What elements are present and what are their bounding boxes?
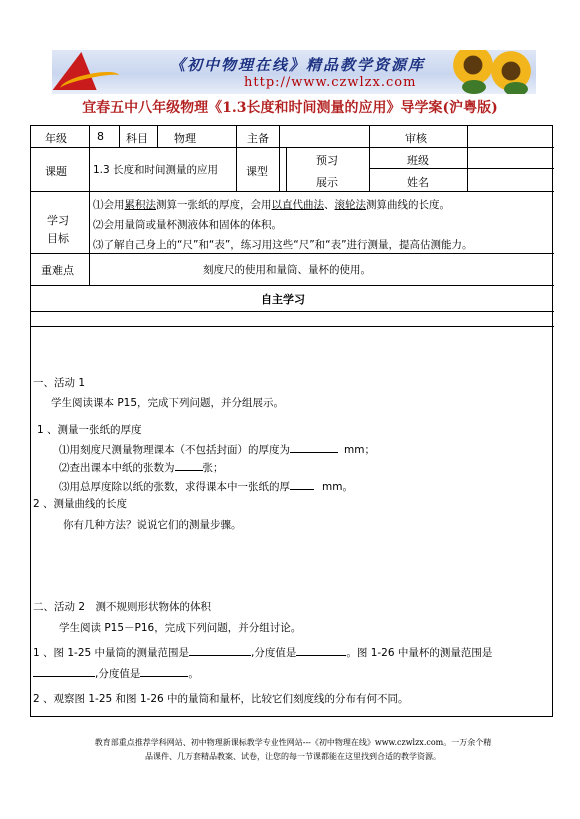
activity2-intro: 学生阅读 P15－P16，完成下列问题，并分组讨论。 [59,622,302,634]
class-label: 班级 [407,154,429,167]
banner-title: 《初中物理在线》精品教学资源库 [170,56,426,74]
goal-item-1: ⑴会用累积法测算一张纸的厚度，会用以直代曲法、滚轮法测算曲线的长度。 [93,199,450,211]
q1-title: 1 、测量一张纸的厚度 [37,424,142,436]
document-title: 宜春五中八年级物理《1.3长度和时间测量的应用》导学案(沪粤版) [82,100,498,116]
answer-blank[interactable] [140,666,188,677]
focus-value: 刻度尺的使用和量筒、量杯的使用。 [203,264,371,276]
name-label: 姓名 [407,176,429,189]
answer-blank[interactable] [296,645,346,656]
answer-blank[interactable] [189,645,251,656]
q1-part-c: ⑶用总厚度除以纸的张数，求得课本中一张纸的厚 mm。 [59,481,353,493]
leaf-icon [462,80,486,94]
footer-line-1: 教育部重点推荐学科网站、初中物理新课标教学专业性网站---《初中物理在线》www.czwlzx.com。一万余个精 [94,738,492,747]
topic-value: 1.3 长度和时间测量的应用 [93,164,219,176]
focus-label: 重难点 [41,264,74,277]
activity2-title: 二、活动 2 测不规则形状物体的体积 [33,601,212,613]
review-label: 审核 [405,132,427,145]
activity1-intro: 学生阅读课本 P15，完成下列问题，并分组展示。 [51,397,285,409]
topic-label: 课题 [45,165,67,178]
q1-part-b: ⑵查出课本中纸的张数为 张； [59,462,224,474]
goals-label-2: 目标 [47,232,69,245]
a2-q1-line1: 1 、图 1-25 中量筒的测量范围是 ,分度值是 。图 1-26 中量杯的测量范围是 [33,647,493,659]
subject-label: 科目 [126,132,148,145]
q2-prompt: 你有几种方法？说说它们的测量步骤。 [63,519,242,531]
leaf-icon [504,82,528,94]
goal-item-3: ⑶了解自己身上的“尺”和“表”，练习用这些“尺”和“表”进行测量，提高估测能力。 [93,239,473,251]
grade-value: 8 [97,130,104,143]
banner-url: http://www.czwlzx.com [244,75,417,90]
q1-part-a: ⑴用刻度尺测量物理课本（不包括封面）的厚度为 mm； [59,444,375,456]
page-footer [40,736,546,764]
worksheet-table [30,125,553,717]
a2-q1-line2: ,分度值是 。 [33,666,199,681]
answer-blank[interactable] [175,460,203,471]
q2-title: 2 、测量曲线的长度 [33,498,128,510]
goals-label-1: 学习 [47,214,69,227]
self-study-heading: 自主学习 [261,293,305,306]
footer-line-2: 品课件、几万套精品教案、试卷，让您的每一节课都能在这里找到合适的教学资源。 [145,752,441,761]
lesson-type-display: 展示 [316,176,338,189]
preparer-label: 主备 [247,132,269,145]
lesson-type-preview: 预习 [316,154,338,167]
a2-q2: 2 、观察图 1-25 和图 1-26 中的量筒和量杯，比较它们刻度线的分布有何不同。 [33,693,409,705]
subject-value: 物理 [174,132,196,145]
header-banner [52,50,536,94]
goal-item-2: ⑵会用量筒或量杯测液体和固体的体积。 [93,219,282,231]
answer-blank[interactable] [290,442,338,453]
grade-label: 年级 [45,132,67,145]
activity1-title: 一、活动 1 [33,377,86,389]
answer-blank[interactable] [33,666,95,677]
answer-blank[interactable] [290,479,314,490]
lesson-type-label: 课型 [246,165,268,178]
